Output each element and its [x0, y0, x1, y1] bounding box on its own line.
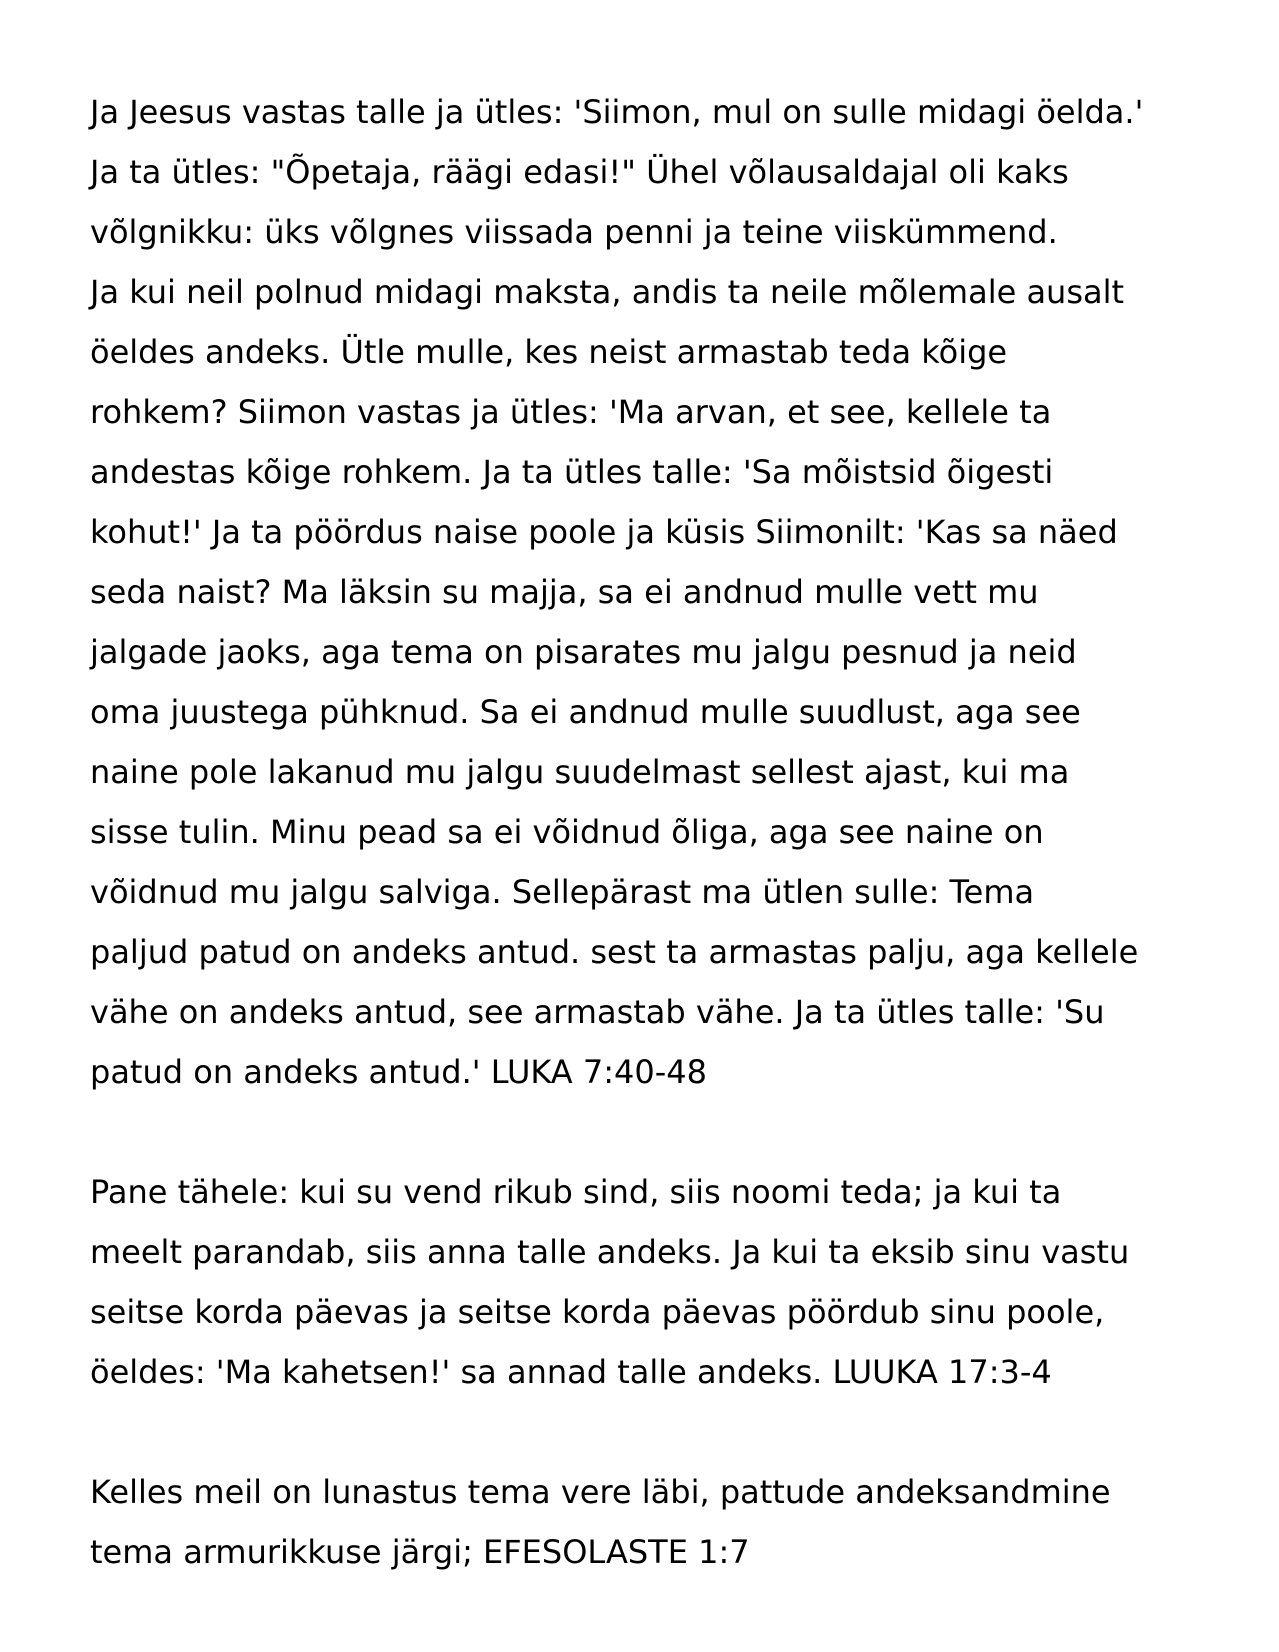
text-line: jalgade jaoks, aga tema on pisarates mu jalgu pesnud ja neid — [90, 633, 1077, 671]
text-line: võidnud mu jalgu salviga. Sellepärast ma ütlen sulle: Tema — [90, 873, 1035, 911]
paragraph-luuka-17 — [90, 1162, 1210, 1402]
text-line: Ja kui neil polnud midagi maksta, andis ta neile mõlemale ausalt — [90, 273, 1125, 311]
text-line: öeldes: 'Ma kahetsen!' sa annad talle andeks. LUUKA 17:3-4 — [90, 1353, 1052, 1391]
paragraph-efesolaste-1 — [90, 1462, 1210, 1582]
text-line: oma juustega pühknud. Sa ei andnud mulle suudlust, aga see — [90, 693, 1081, 731]
text-line: patud on andeks antud.' LUKA 7:40-48 — [90, 1053, 707, 1091]
text-line: vähe on andeks antud, see armastab vähe. Ja ta ütles talle: 'Su — [90, 993, 1105, 1031]
text-line: andestas kõige rohkem. Ja ta ütles talle: 'Sa mõistsid õigesti — [90, 453, 1054, 491]
text-line: rohkem? Siimon vastas ja ütles: 'Ma arvan, et see, kellele ta — [90, 393, 1052, 431]
text-line: meelt parandab, siis anna talle andeks. Ja kui ta eksib sinu vastu — [90, 1233, 1130, 1271]
text-line: Ja Jeesus vastas talle ja ütles: 'Siimon, mul on sulle midagi öelda.' — [90, 93, 1144, 131]
text-line: võlgnikku: üks võlgnes viissada penni ja teine viiskümmend. — [90, 213, 1058, 251]
text-line: Kelles meil on lunastus tema vere läbi, pattude andeksandmine — [90, 1473, 1111, 1511]
text-line: tema armurikkuse järgi; EFESOLASTE 1:7 — [90, 1533, 750, 1571]
text-line: naine pole lakanud mu jalgu suudelmast sellest ajast, kui ma — [90, 753, 1070, 791]
text-line: öeldes andeks. Ütle mulle, kes neist armastab teda kõige — [90, 333, 1008, 371]
text-line: Pane tähele: kui su vend rikub sind, siis noomi teda; ja kui ta — [90, 1173, 1062, 1211]
document-body — [90, 82, 1210, 1642]
text-line: paljud patud on andeks antud. sest ta armastas palju, aga kellele — [90, 933, 1139, 971]
text-line: kohut!' Ja ta pöördus naise poole ja küsis Siimonilt: 'Kas sa näed — [90, 513, 1118, 551]
paragraph-luka-7 — [90, 82, 1210, 1102]
text-line: Ja ta ütles: "Õpetaja, räägi edasi!" Ühel võlausaldajal oli kaks — [90, 153, 1069, 191]
text-line: seda naist? Ma läksin su majja, sa ei andnud mulle vett mu — [90, 573, 1039, 611]
text-line: sisse tulin. Minu pead sa ei võidnud õliga, aga see naine on — [90, 813, 1044, 851]
text-line: seitse korda päevas ja seitse korda päevas pöördub sinu poole, — [90, 1293, 1105, 1331]
